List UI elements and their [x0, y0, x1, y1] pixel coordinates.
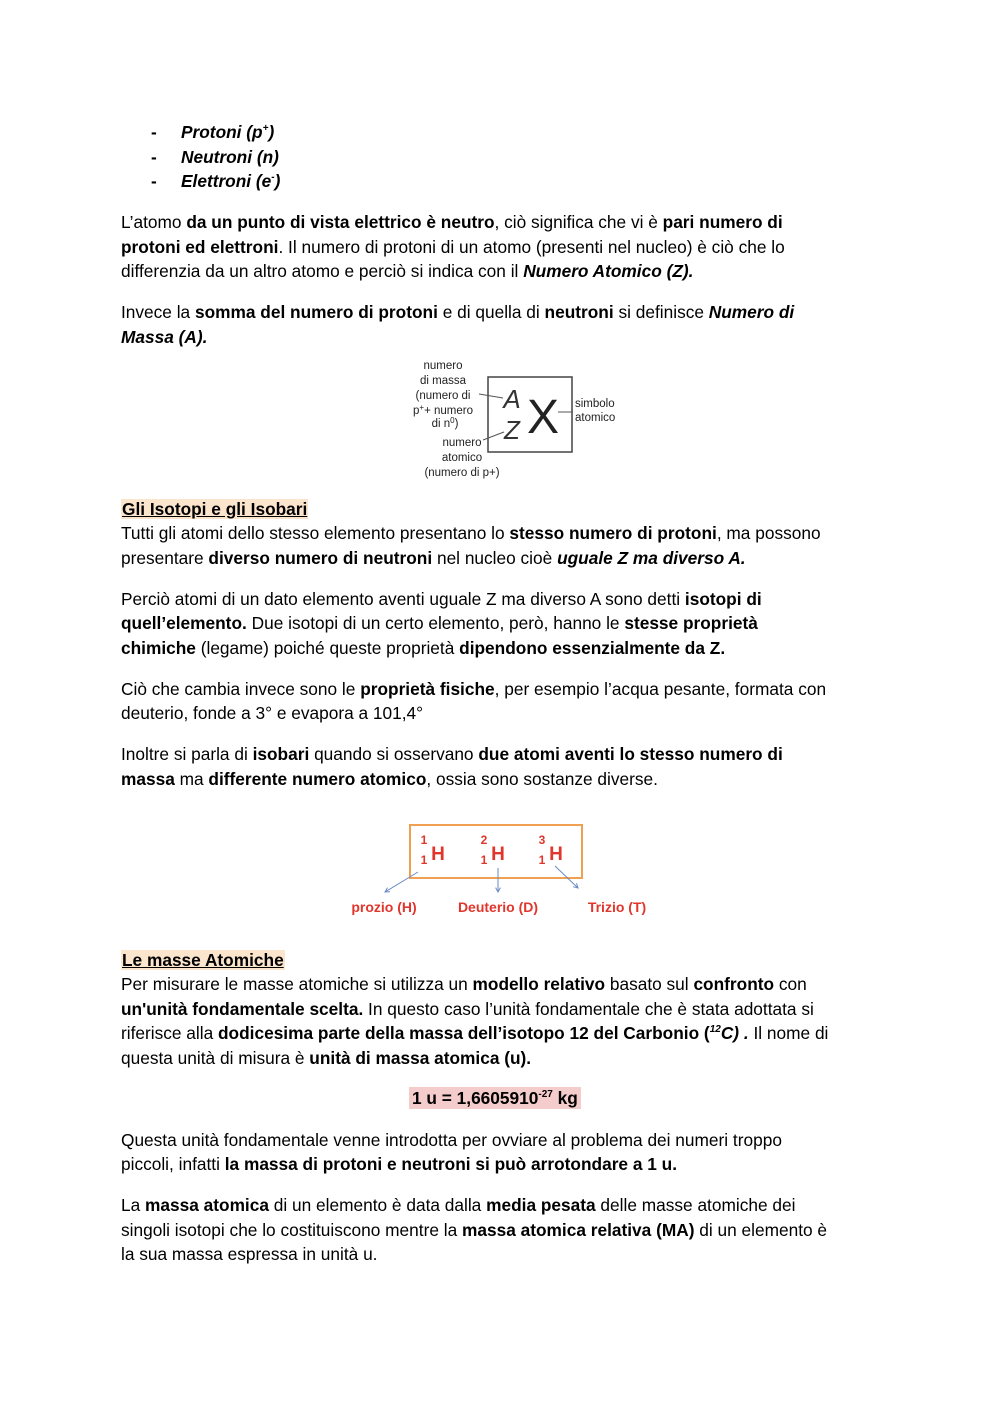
nuclide-notation-diagram — [395, 356, 635, 486]
isotope-atomic-number: 1 — [538, 853, 546, 867]
diagram-label: (numero di p+) — [424, 467, 500, 479]
paragraph-line: un'unità fondamentale scelta. In questo caso l’unità fondamentale che è stata adottata si — [121, 999, 814, 1019]
paragraph-line: presentare diverso numero di neutroni nel nucleo cioè uguale Z ma diverso A. — [121, 548, 746, 568]
element-symbol-letter: X — [526, 391, 560, 444]
paragraph-line: L’atomo da un punto di vista elettrico è neutro, ciò significa che vi è pari numero di — [121, 212, 783, 232]
hydrogen-isotopes-diagram — [340, 820, 660, 920]
diagram-label: simbolo — [575, 398, 615, 410]
isotope-mass-number: 1 — [420, 833, 428, 847]
isotope-symbol: H — [549, 844, 563, 865]
isotope-atomic-number: 1 — [480, 853, 488, 867]
diagram-label: atomico — [441, 452, 483, 464]
paragraph-line: la sua massa espressa in unità u. — [121, 1244, 378, 1264]
paragraph-line: questa unità di misura è unità di massa atomica (u). — [121, 1048, 532, 1068]
paragraph-line: La massa atomica di un elemento è data dalla media pesata delle masse atomiche dei — [121, 1195, 796, 1215]
bullet-neutrons: Neutroni (n) — [181, 147, 279, 167]
paragraph-line: quell’elemento. Due isotopi di un certo elemento, però, hanno le stesse proprietà — [121, 613, 758, 633]
paragraph-line: Ciò che cambia invece sono le proprietà fisiche, per esempio l’acqua pesante, formata con — [121, 679, 827, 699]
diagram-label: di massa — [419, 375, 467, 387]
paragraph-line: Invece la somma del numero di protoni e di quella di neutroni si definisce Numero di — [121, 302, 795, 322]
isotope-symbol: H — [491, 844, 505, 865]
diagram-label: numero — [442, 437, 482, 449]
paragraph-line: Inoltre si parla di isobari quando si osservano due atomi aventi lo stesso numero di — [121, 744, 783, 764]
isotope-arrow — [385, 872, 418, 892]
isotope-atomic-number: 1 — [420, 853, 428, 867]
paragraph-line: piccoli, infatti la massa di protoni e neutroni si può arrotondare a 1 u. — [121, 1154, 678, 1174]
section-heading-atomic-mass: Le masse Atomiche — [122, 950, 284, 970]
paragraph-line: protoni ed elettroni. Il numero di protoni di un atomo (presenti nel nucleo) è ciò che lo — [121, 237, 785, 257]
paragraph-line: Questa unità fondamentale venne introdotta per ovviare al problema dei numeri troppo — [121, 1130, 782, 1150]
diagram-label: numero — [423, 360, 463, 372]
paragraph-line: Massa (A). — [121, 327, 208, 347]
paragraph-line: Perciò atomi di un dato elemento aventi uguale Z ma diverso A sono detti isotopi di — [121, 589, 762, 609]
paragraph-line: Per misurare le masse atomiche si utilizza un modello relativo basato sul confronto con — [121, 974, 807, 994]
isotope-label: prozio (H) — [351, 899, 417, 915]
atomic-mass-unit-formula: 1 $u = 1,6605910^{-27}$ kg — [409, 1087, 581, 1109]
paragraph-line: Tutti gli atomi dello stesso elemento presentano lo stesso numero di protoni, ma possono — [121, 523, 821, 543]
bullet-electrons: Elettroni (e-) — [181, 171, 281, 191]
diagram-label: p++ numero — [413, 403, 473, 417]
section-heading-isotopes: Gli Isotopi e gli Isobari — [122, 499, 308, 519]
bullet-dash: - — [151, 147, 157, 167]
paragraph-line: massa ma differente numero atomico, ossia sono sostanze diverse. — [121, 769, 658, 789]
isotope-mass-number: 2 — [480, 833, 488, 847]
diagram-label: atomico — [575, 412, 616, 424]
isotope-label: Deuterio (D) — [457, 899, 539, 915]
isotope-mass-number: 3 — [538, 833, 546, 847]
isotope-symbol: H — [431, 844, 445, 865]
paragraph-line: singoli isotopi che lo costituiscono mentre la massa atomica relativa (MA) di un elemento è — [121, 1220, 828, 1240]
paragraph-line: riferisce alla dodicesima parte della massa dell’isotopo 12 del Carbonio ($^{12}$C) . Il nome di — [121, 1023, 829, 1043]
bullet-protons: Protoni (p+) — [181, 122, 275, 142]
mass-number-letter: A — [503, 384, 521, 414]
paragraph-line: deuterio, fonde a 3° e evapora a 101,4° — [121, 703, 424, 723]
diagram-label: di $n^0$) — [431, 416, 459, 430]
atomic-number-letter: Z — [504, 415, 520, 445]
bullet-dash: - — [151, 171, 157, 191]
paragraph-line: chimiche (legame) poiché queste proprietà dipendono essenzialmente da Z. — [121, 638, 726, 658]
bullet-dash: - — [151, 122, 157, 142]
paragraph-line: differenzia da un altro atomo e perciò si indica con il Numero Atomico (Z). — [121, 261, 694, 281]
diagram-label: (numero di — [415, 390, 471, 402]
isotope-label: Trizio (T) — [587, 899, 647, 915]
